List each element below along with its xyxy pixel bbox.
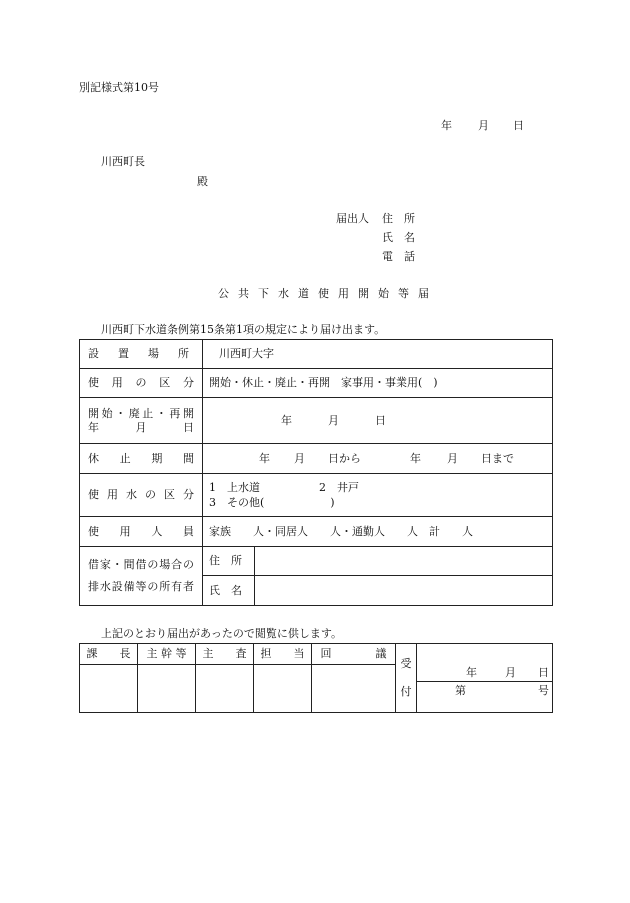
notice-text: 上記のとおり届出があったので閲覧に供します。 bbox=[101, 627, 343, 640]
start-label-line2 bbox=[88, 421, 194, 435]
suspend-day-2: 日まで bbox=[481, 452, 514, 465]
water-label: 使用水の区分 bbox=[88, 488, 194, 501]
users-value-text: 家族 人・同居人 人・通勤人 人 計 人 bbox=[209, 524, 473, 538]
owner-address-label-cell bbox=[203, 547, 255, 576]
header-circulation-text: 回 議 bbox=[320, 647, 387, 660]
users-label-cell bbox=[80, 517, 203, 547]
form-number: 別記様式第10号 bbox=[79, 81, 159, 94]
suspend-month-1: 月 bbox=[294, 452, 305, 465]
approval-header-chief-clerk bbox=[196, 644, 254, 665]
start-label-month: 月 bbox=[135, 420, 147, 434]
start-label-year: 年 bbox=[88, 420, 99, 434]
reception-number-prefix: 第 bbox=[455, 684, 466, 697]
reception-info-cell bbox=[417, 644, 553, 713]
suspend-label: 休止期間 bbox=[88, 451, 194, 465]
stamp-chief-clerk[interactable] bbox=[196, 665, 254, 713]
start-label-day: 日 bbox=[183, 420, 194, 434]
usage-label-cell bbox=[80, 369, 203, 398]
header-section-chief-text: 課 長 bbox=[86, 647, 131, 660]
start-month: 月 bbox=[328, 414, 339, 427]
suspend-year-1: 年 bbox=[259, 452, 270, 465]
reception-day: 日 bbox=[538, 666, 549, 679]
reception-char-1: 受 bbox=[400, 657, 412, 670]
location-label-cell bbox=[80, 340, 203, 369]
users-label: 使用人員 bbox=[88, 524, 194, 538]
usage-value-text: 開始・休止・廃止・再開 家事用・事業用( ) bbox=[209, 376, 438, 389]
approval-header-manager bbox=[138, 644, 196, 665]
applicant-name-label: 氏 名 bbox=[382, 231, 415, 244]
suspend-day-1: 日から bbox=[328, 452, 361, 465]
suspend-month-2: 月 bbox=[447, 452, 458, 465]
usage-label: 使用の区分 bbox=[88, 376, 194, 389]
header-chief-clerk-text: 主 査 bbox=[202, 647, 247, 660]
applicant-role: 届出人 bbox=[336, 212, 369, 225]
approval-header-staff bbox=[254, 644, 312, 665]
suspend-label-cell bbox=[80, 444, 203, 474]
form-title: 公共下水道使用開始等届 bbox=[218, 287, 438, 300]
users-value[interactable] bbox=[203, 517, 553, 547]
owner-name-label: 氏 名 bbox=[209, 583, 242, 597]
stamp-section-chief[interactable] bbox=[80, 665, 138, 713]
approval-header-circulation bbox=[312, 644, 396, 665]
reception-year: 年 bbox=[466, 666, 477, 679]
owner-address-value[interactable] bbox=[255, 547, 553, 576]
stamp-staff[interactable] bbox=[254, 665, 312, 713]
start-day: 日 bbox=[375, 414, 386, 427]
applicant-address-label: 住 所 bbox=[382, 212, 415, 225]
addressee-name: 川西町長 bbox=[101, 155, 145, 168]
water-type-value[interactable] bbox=[203, 474, 553, 517]
owner-label-line1: 借家・間借の場合の bbox=[88, 558, 194, 571]
location-value[interactable] bbox=[203, 340, 553, 369]
approval-table bbox=[79, 643, 553, 713]
date-year: 年 bbox=[441, 119, 452, 132]
date-month: 月 bbox=[478, 119, 489, 132]
stamp-circulation[interactable] bbox=[312, 665, 396, 713]
owner-address-label: 住 所 bbox=[209, 554, 242, 567]
water-option-3: 3 その他( ) bbox=[209, 496, 335, 509]
applicant-phone-label: 電 話 bbox=[382, 250, 415, 263]
date-day: 日 bbox=[513, 119, 524, 132]
reception-number-suffix: 号 bbox=[538, 684, 549, 697]
start-label-line1: 開始・廃止・再開 bbox=[88, 406, 194, 420]
reception-label-cell bbox=[396, 644, 417, 713]
location-value-text: 川西町大字 bbox=[219, 347, 274, 360]
owner-name-label-cell bbox=[203, 576, 255, 606]
addressee-honorific: 殿 bbox=[197, 175, 208, 188]
suspend-year-2: 年 bbox=[410, 452, 421, 465]
reception-number-row[interactable] bbox=[417, 682, 552, 712]
main-table bbox=[79, 339, 553, 606]
suspend-period-value[interactable] bbox=[203, 444, 553, 474]
reception-month: 月 bbox=[505, 666, 516, 679]
reception-char-2: 付 bbox=[400, 685, 412, 698]
location-label: 設置場所 bbox=[88, 347, 194, 360]
start-year: 年 bbox=[281, 414, 292, 427]
stamp-manager[interactable] bbox=[138, 665, 196, 713]
start-label-cell bbox=[80, 398, 203, 444]
reception-date-row[interactable] bbox=[417, 644, 552, 682]
owner-name-value[interactable] bbox=[255, 576, 553, 606]
owner-label-cell bbox=[80, 547, 203, 606]
header-staff-text: 担 当 bbox=[260, 647, 305, 660]
water-label-cell bbox=[80, 474, 203, 517]
usage-value[interactable] bbox=[203, 369, 553, 398]
start-date-value[interactable] bbox=[203, 398, 553, 444]
header-manager-text: 主 幹 等 bbox=[146, 647, 187, 660]
intro-text: 川西町下水道条例第15条第1項の規定により届け出ます。 bbox=[101, 323, 386, 336]
water-option-2: 2 井戸 bbox=[319, 481, 359, 494]
owner-label-line2: 排水設備等の所有者 bbox=[88, 580, 194, 593]
water-option-1: 1 上水道 bbox=[209, 481, 260, 494]
approval-header-section-chief bbox=[80, 644, 138, 665]
